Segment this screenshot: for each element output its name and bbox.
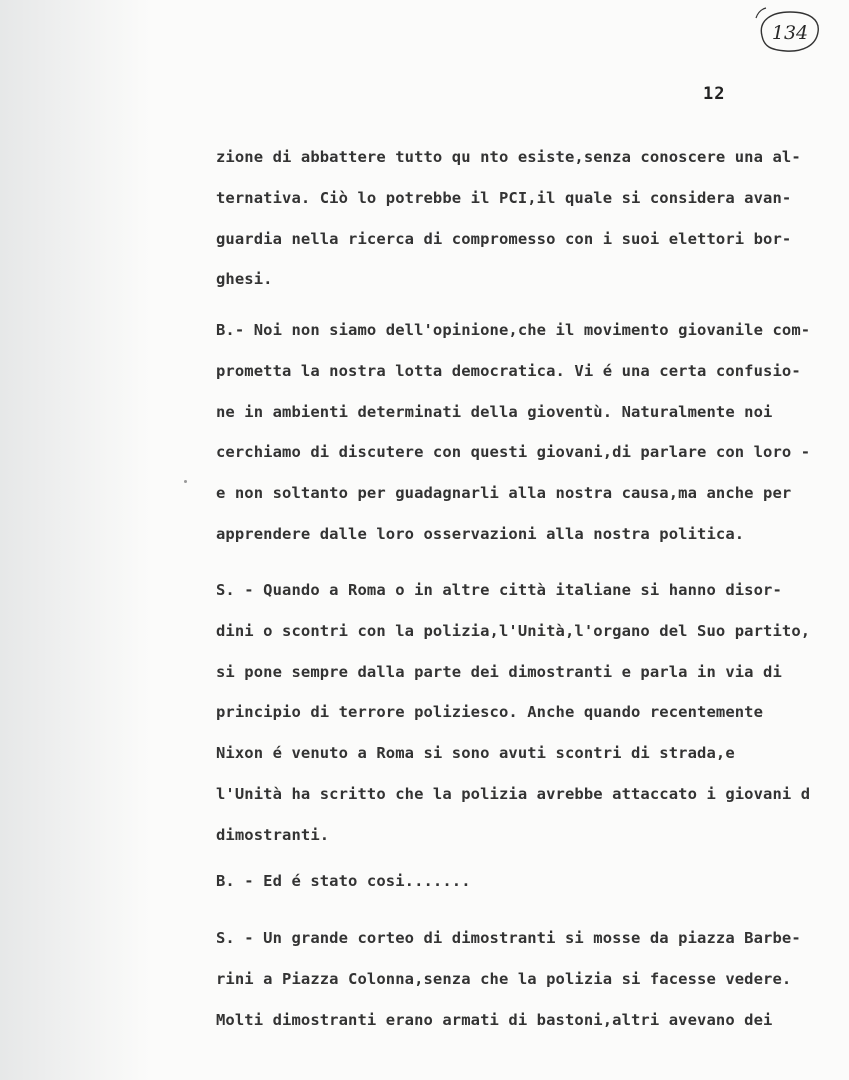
text-line: apprendere dalle loro osservazioni alla nostra politica.	[216, 524, 745, 543]
text-line: zione di abbattere tutto qu nto esiste,senza conoscere una al-	[216, 148, 801, 166]
page-number: 12	[703, 84, 726, 104]
text-line: B.- Noi non siamo dell'opinione,che il movimento giovanile com-	[216, 321, 811, 339]
text-line: guardia nella ricerca di compromesso con i suoi elettori bor-	[216, 229, 792, 248]
margin-speck	[184, 480, 187, 483]
paragraph-4	[216, 861, 471, 902]
paragraph-5	[216, 918, 801, 1040]
text-line: cerchiamo di discutere con questi giovani,di parlare con loro -	[216, 443, 811, 462]
text-line: ghesi.	[216, 270, 273, 289]
text-line: Nixon é venuto a Roma si sono avuti scontri di strada,e	[216, 744, 735, 763]
text-line: rini a Piazza Colonna,senza che la polizia si facesse vedere.	[216, 969, 792, 988]
text-line: principio di terrore poliziesco. Anche quando recentemente	[216, 703, 764, 722]
text-line: dini o scontri con la polizia,l'Unità,l'organo del Suo partito,	[216, 621, 811, 640]
paragraph-3	[216, 570, 810, 856]
text-line: B. - Ed é stato cosi.......	[216, 872, 471, 890]
paragraph-2	[216, 310, 810, 555]
text-line: l'Unità ha scritto che la polizia avrebbe attaccato i giovani d	[216, 784, 811, 803]
text-line: dimostranti.	[216, 825, 330, 844]
text-line: ne in ambienti determinati della gioventù. Naturalmente noi	[216, 402, 773, 421]
archive-number-text: 134	[771, 22, 809, 44]
text-line: S. - Quando a Roma o in altre città italiane si hanno disor-	[216, 581, 782, 599]
text-line: prometta la nostra lotta democratica. Vi é una certa confusio-	[216, 361, 801, 380]
text-line: S. - Un grande corteo di dimostranti si mosse da piazza Barbe-	[216, 929, 801, 947]
text-line: Molti dimostranti erano armati di bastoni,altri avevano dei	[216, 1010, 773, 1029]
text-line: si pone sempre dalla parte dei dimostranti e parla in via di	[216, 662, 782, 681]
text-line: ternativa. Ciò lo potrebbe il PCI,il quale si considera avan-	[216, 188, 792, 207]
paragraph-1	[216, 137, 801, 300]
archive-number-stamp	[752, 6, 824, 56]
text-line: e non soltanto per guadagnarli alla nostra causa,ma anche per	[216, 484, 792, 503]
